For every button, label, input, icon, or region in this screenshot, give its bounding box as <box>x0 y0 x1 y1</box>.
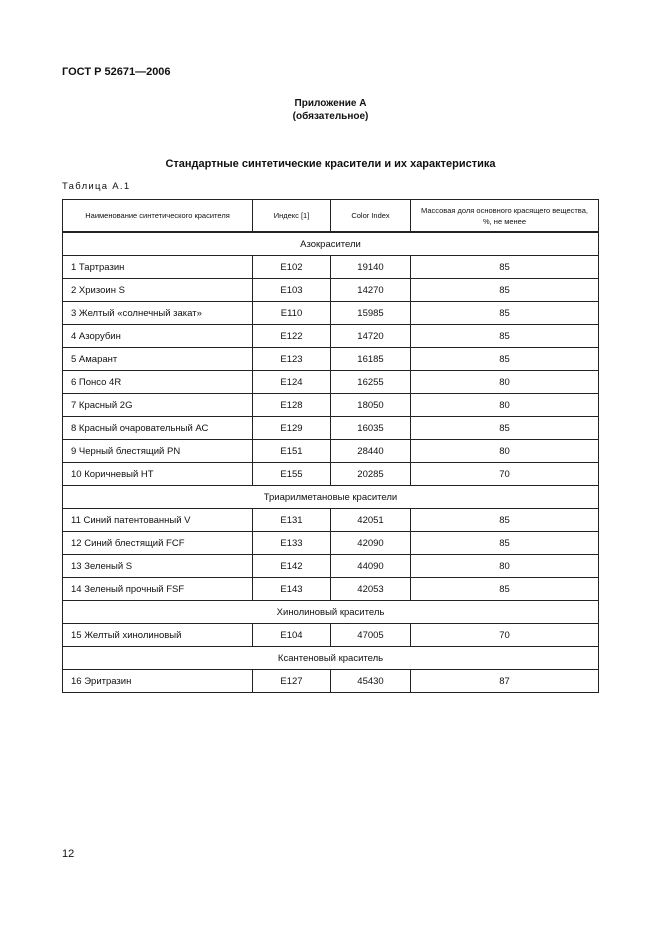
dye-color-index: 42051 <box>331 509 411 532</box>
appendix-title: Приложение А <box>294 98 367 109</box>
dye-mass-fraction: 85 <box>411 302 599 325</box>
dye-color-index: 42090 <box>331 532 411 555</box>
dye-mass-fraction: 85 <box>411 325 599 348</box>
dye-index: E123 <box>253 348 331 371</box>
dye-color-index: 14720 <box>331 325 411 348</box>
dye-index: E129 <box>253 417 331 440</box>
standard-code: ГОСТ Р 52671—2006 <box>62 66 171 78</box>
column-header-name: Наименование синтетического красителя <box>63 200 253 233</box>
table-row <box>63 463 599 486</box>
group-name: Ксантеновый краситель <box>63 647 599 670</box>
dye-index: E104 <box>253 624 331 647</box>
table-row <box>63 325 599 348</box>
table-row <box>63 624 599 647</box>
group-header-row <box>63 647 599 670</box>
dye-name: 5 Амарант <box>63 348 253 371</box>
dye-mass-fraction: 85 <box>411 578 599 601</box>
dye-index: E102 <box>253 256 331 279</box>
appendix-status: (обязательное) <box>292 111 369 122</box>
dye-mass-fraction: 70 <box>411 624 599 647</box>
dye-name: 1 Тартразин <box>63 256 253 279</box>
dye-mass-fraction: 87 <box>411 670 599 693</box>
group-header-row <box>63 232 599 256</box>
dye-name: 10 Коричневый НТ <box>63 463 253 486</box>
dye-mass-fraction: 80 <box>411 555 599 578</box>
dye-name: 8 Красный очаровательный АС <box>63 417 253 440</box>
dye-index: E143 <box>253 578 331 601</box>
dye-color-index: 44090 <box>331 555 411 578</box>
table-row <box>63 417 599 440</box>
dye-mass-fraction: 70 <box>411 463 599 486</box>
dye-index: E127 <box>253 670 331 693</box>
table-row <box>63 578 599 601</box>
dye-color-index: 19140 <box>331 256 411 279</box>
dye-color-index: 15985 <box>331 302 411 325</box>
table-row <box>63 532 599 555</box>
dye-index: E128 <box>253 394 331 417</box>
column-header-index: Индекс [1] <box>253 200 331 233</box>
column-header-color-index: Color Index <box>331 200 411 233</box>
table-label: Таблица А.1 <box>62 181 131 192</box>
table-row <box>63 348 599 371</box>
dye-mass-fraction: 85 <box>411 417 599 440</box>
dye-color-index: 18050 <box>331 394 411 417</box>
dye-index: E122 <box>253 325 331 348</box>
table-row <box>63 440 599 463</box>
dye-mass-fraction: 85 <box>411 509 599 532</box>
dye-color-index: 42053 <box>331 578 411 601</box>
table-row <box>63 279 599 302</box>
dye-index: E133 <box>253 532 331 555</box>
table-row <box>63 256 599 279</box>
group-name: Триарилметановые красители <box>63 486 599 509</box>
page-number: 12 <box>62 848 75 860</box>
dye-index: E110 <box>253 302 331 325</box>
dye-name: 11 Синий патентованный V <box>63 509 253 532</box>
dye-index: E155 <box>253 463 331 486</box>
group-header-row <box>63 601 599 624</box>
dyes-table <box>62 199 599 693</box>
table-header-row <box>63 200 599 233</box>
dye-mass-fraction: 80 <box>411 440 599 463</box>
dye-color-index: 16255 <box>331 371 411 394</box>
dye-mass-fraction: 80 <box>411 371 599 394</box>
dye-index: E103 <box>253 279 331 302</box>
dye-color-index: 14270 <box>331 279 411 302</box>
table-body <box>63 232 599 693</box>
dye-name: 4 Азорубин <box>63 325 253 348</box>
dye-name: 14 Зеленый прочный FSF <box>63 578 253 601</box>
dye-mass-fraction: 85 <box>411 532 599 555</box>
table-row <box>63 509 599 532</box>
dye-mass-fraction: 80 <box>411 394 599 417</box>
dye-color-index: 47005 <box>331 624 411 647</box>
group-header-row <box>63 486 599 509</box>
dye-mass-fraction: 85 <box>411 279 599 302</box>
dye-index: E151 <box>253 440 331 463</box>
dye-name: 6 Понсо 4R <box>63 371 253 394</box>
dye-color-index: 45430 <box>331 670 411 693</box>
dye-name: 15 Желтый хинолиновый <box>63 624 253 647</box>
table-row <box>63 394 599 417</box>
dye-name: 12 Синий блестящий FCF <box>63 532 253 555</box>
group-name: Хинолиновый краситель <box>63 601 599 624</box>
table-row <box>63 371 599 394</box>
table-row <box>63 670 599 693</box>
dye-name: 7 Красный 2G <box>63 394 253 417</box>
dye-name: 16 Эритразин <box>63 670 253 693</box>
column-header-mass-fraction: Массовая доля основного красящего вещества, %, не менее <box>411 200 599 233</box>
dye-name: 3 Желтый «солнечный закат» <box>63 302 253 325</box>
dye-name: 9 Черный блестящий PN <box>63 440 253 463</box>
document-title: Стандартные синтетические красители и их характеристика <box>165 158 496 170</box>
group-name: Азокрасители <box>63 232 599 256</box>
dye-index: E142 <box>253 555 331 578</box>
dye-mass-fraction: 85 <box>411 348 599 371</box>
dye-index: E131 <box>253 509 331 532</box>
appendix-heading <box>0 97 661 123</box>
dye-color-index: 16035 <box>331 417 411 440</box>
dye-name: 13 Зеленый S <box>63 555 253 578</box>
dye-color-index: 28440 <box>331 440 411 463</box>
table-row <box>63 302 599 325</box>
dye-mass-fraction: 85 <box>411 256 599 279</box>
dye-index: E124 <box>253 371 331 394</box>
dye-color-index: 20285 <box>331 463 411 486</box>
dye-color-index: 16185 <box>331 348 411 371</box>
table-row <box>63 555 599 578</box>
dye-name: 2 Хризоин S <box>63 279 253 302</box>
